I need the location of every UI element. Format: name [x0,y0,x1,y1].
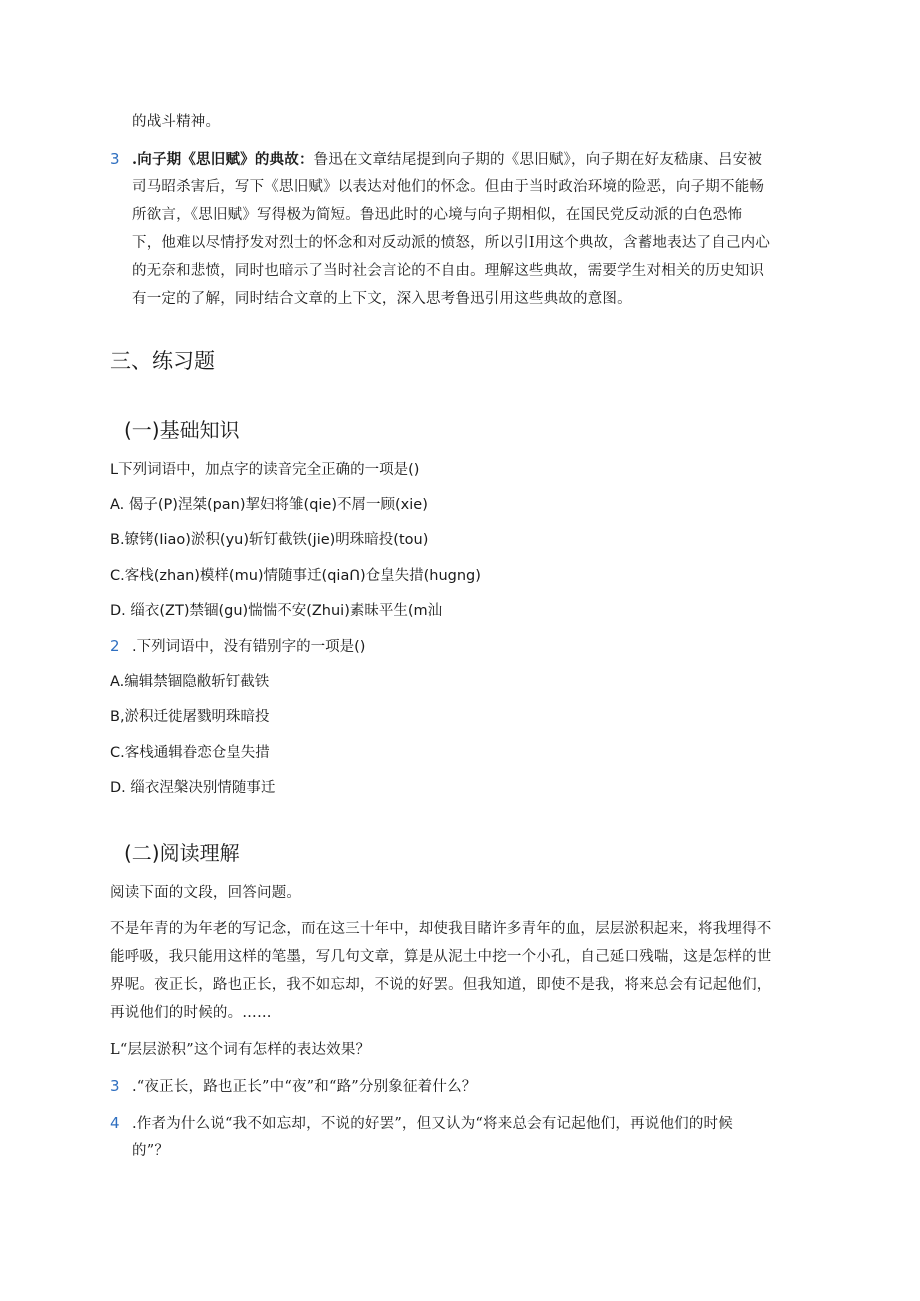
question-number: 3 [110,1077,120,1095]
passage-line: 不是年青的为年老的写记念，而在这三十年中，却使我目睹许多青年的血，层层淤积起来，将我埋得不 [110,921,772,937]
question-stem [110,636,365,657]
reading-question [110,1076,476,1097]
passage-line: 界呢。夜正长，路也正长，我不如忘却，不说的好罢。但我知道，即使不是我，将来总会有记起他们， [110,977,772,993]
question-number: 2 [110,637,120,655]
continuation-line: 的战斗精神。 [132,114,221,130]
reading-question: L“层层淤积”这个词有怎样的表达效果？ [110,1042,371,1058]
subsection-title: (一)基础知识 [124,418,240,442]
question-text: .下列词语中，没有错别字的一项是() [132,639,366,655]
question-stem: L下列词语中，加点字的读音完全正确的一项是() [110,462,420,478]
question-option: A. 偈子(P)涅桀(pan)挈妇将雏(qie)不屑一顾(xie) [110,497,428,513]
question-option: B.镣铐(Iiao)淤积(yu)斩钉截铁(jie)明珠暗投(tou) [110,532,429,548]
list-item-3 [110,149,762,170]
question-text-line: 的”？ [132,1143,170,1159]
question-option: C.客栈通辑眷恋仓皇失措 [110,745,270,761]
question-number: 4 [110,1114,120,1132]
item-number: 3 [110,150,120,168]
section-title: 三、练习题 [110,349,215,373]
item-text-line: 下，他难以尽情抒发对烈士的怀念和对反动派的愤怒，所以引I用这个典故，含蓄地表达了自己内心 [132,235,771,251]
passage-line: 再说他们的时候的。…… [110,1005,272,1021]
reading-intro: 阅读下面的文段，回答问题。 [110,885,302,901]
reading-question [110,1113,733,1134]
item-text-line: 有一定的了解，同时结合文章的上下文，深入思考鲁迅引用这些典故的意图。 [132,291,632,307]
question-option: B,淤积迁徙屠戮明珠暗投 [110,709,270,725]
item-text-line: 的无奈和悲愤，同时也暗示了当时社会言论的不自由。理解这些典故，需要学生对相关的历史知识 [132,263,765,279]
item-text-line: 所欲言，《思旧赋》写得极为简短。鲁迅此时的心境与向子期相似，在国民党反动派的白色恐怖 [132,207,743,223]
item-title: .向子期《思旧赋》的典故： [132,151,314,168]
question-option: C.客栈(zhan)模样(mu)情随事迁(qiaՈ)仓皇失措(hugng) [110,568,481,584]
passage-line: 能呼吸，我只能用这样的笔墨，写几句文章，算是从泥土中挖一个小孔，自己延口残喘，这是怎样的世 [110,949,772,965]
item-text: 鲁迅在文章结尾提到向子期的《思旧赋》，向子期在好友嵇康、吕安被 [313,152,763,168]
question-option: D. 缁衣(ZT)禁锢(gu)惴惴不安(Zhui)素昧平生(m汕 [110,603,443,619]
subsection-title: (二)阅读理解 [124,841,240,865]
item-text-line: 司马昭杀害后，写下《思旧赋》以表达对他们的怀念。但由于当时政治环境的险恶，向子期不能畅 [132,179,765,195]
question-option: D. 缁衣涅槃决别情随事迁 [110,780,276,796]
question-text: .作者为什么说“我不如忘却，不说的好罢”，但又认为“将来总会有记起他们，再说他们的时候 [132,1116,733,1132]
question-text: .“夜正长，路也正长”中“夜”和“路”分别象征着什么？ [132,1079,477,1095]
question-option: A.编辑禁锢隐敝斩钉截铁 [110,674,270,690]
